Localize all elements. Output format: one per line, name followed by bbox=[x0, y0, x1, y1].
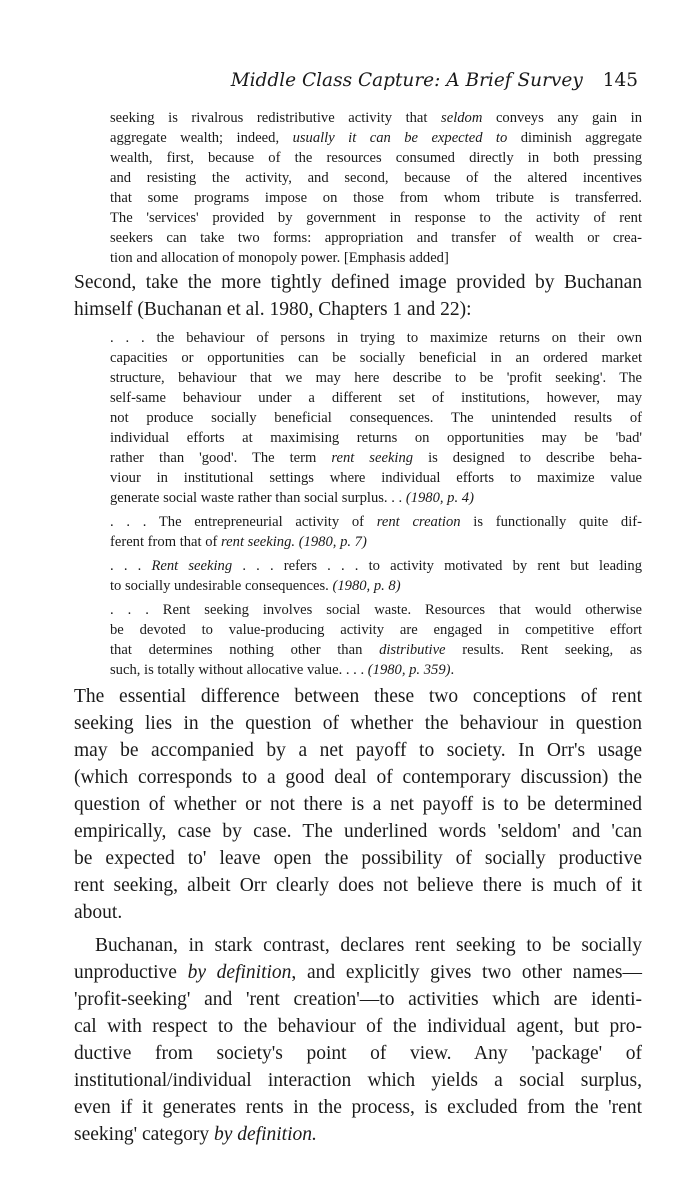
text-line: seeking' category by definition. bbox=[74, 1124, 317, 1145]
emphasis: usually it can be expected to bbox=[292, 130, 508, 146]
running-header bbox=[76, 68, 638, 94]
quote-line: be devoted to value-producing activity are engaged in competitive effort bbox=[110, 622, 642, 638]
emphasis: rent creation bbox=[376, 514, 461, 530]
quote-line: . . . Rent seeking . . . refers . . . to activity motivated by rent but leading bbox=[110, 558, 643, 574]
quote-line: seeking is rivalrous redistributive activity that seldom conveys any gain in bbox=[110, 110, 643, 126]
emphasis: Rent seeking bbox=[151, 558, 233, 574]
emphasis: by definition. bbox=[213, 1124, 317, 1145]
quote-line: rather than 'good'. The term rent seeking is designed to describe beha- bbox=[110, 450, 643, 466]
page-number: 145 bbox=[602, 70, 638, 91]
quote-line: The 'services' provided by government in response to the activity of rent bbox=[110, 210, 642, 226]
quote-line: viour in institutional settings where individual efforts to maximize value bbox=[110, 470, 642, 486]
quote-line: . . . The entrepreneurial activity of rent creation is functionally quite dif- bbox=[110, 514, 642, 530]
quote-line: not produce socially beneficial consequences. The unintended results of bbox=[110, 410, 642, 426]
text-line: institutional/individual interaction which yields a social surplus, bbox=[74, 1070, 642, 1091]
emphasis: seldom bbox=[441, 110, 483, 126]
text-line: question of whether or not there is a net payoff is to be determined bbox=[74, 794, 642, 815]
emphasis: (1980, p. 7) bbox=[298, 534, 367, 550]
text-line: cal with respect to the behaviour of the individual agent, but pro- bbox=[74, 1016, 642, 1037]
text-line: may be accompanied by a net payoff to society. In Orr's usage bbox=[74, 740, 642, 761]
running-title: Middle Class Capture: A Brief Survey bbox=[230, 70, 583, 91]
quote-line: and resisting the activity, and second, because of the altered incentives bbox=[110, 170, 642, 186]
emphasis: (1980, p. 4) bbox=[405, 490, 474, 506]
quote-line: . . . the behaviour of persons in trying to maximize returns on their own bbox=[110, 330, 642, 346]
text-line: Buchanan, in stark contrast, declares rent seeking to be socially bbox=[95, 935, 642, 956]
text-line: be expected to' leave open the possibility of socially productive bbox=[74, 848, 642, 869]
quote-line: structure, behaviour that we may here describe to be 'profit seeking'. The bbox=[110, 370, 642, 386]
emphasis: (1980, p. 8) bbox=[332, 578, 401, 594]
quote-line: wealth, first, because of the resources consumed directly in both pressing bbox=[110, 150, 642, 166]
text-line: The essential difference between these two conceptions of rent bbox=[74, 686, 642, 707]
quote-line: ferent from that of rent seeking. (1980, p. 7) bbox=[110, 534, 367, 550]
text-line: even if it generates rents in the process, is excluded from the 'rent bbox=[74, 1097, 642, 1118]
text-line: (which corresponds to a good deal of contemporary discussion) the bbox=[74, 767, 642, 788]
text-line: Second, take the more tightly defined image provided by Buchanan bbox=[74, 272, 642, 293]
quote-line: individual efforts at maximising returns on opportunities may be 'bad' bbox=[110, 430, 642, 446]
emphasis: distributive bbox=[379, 642, 446, 658]
text-line: rent seeking, albeit Orr clearly does not believe there is much of it bbox=[74, 875, 642, 896]
emphasis: rent seeking. bbox=[221, 534, 296, 550]
quote-line: tion and allocation of monopoly power. [Emphasis added] bbox=[110, 250, 449, 266]
emphasis: by definition bbox=[187, 962, 292, 983]
text-line: unproductive by definition, and explicitly gives two other names— bbox=[74, 962, 642, 983]
text-line: about. bbox=[74, 902, 123, 923]
quote-line: that determines nothing other than distributive results. Rent seeking, as bbox=[110, 642, 642, 658]
text-line: empirically, case by case. The underlined words 'seldom' and 'can bbox=[74, 821, 642, 842]
quote-line: self-same behaviour under a different set of institutions, however, may bbox=[110, 390, 642, 406]
text-line: 'profit-seeking' and 'rent creation'—to activities which are identi- bbox=[74, 989, 642, 1010]
quote-line: seekers can take two forms: appropriation and transfer of wealth or crea- bbox=[110, 230, 642, 246]
text-line: himself (Buchanan et al. 1980, Chapters 1 and 22): bbox=[74, 299, 472, 320]
emphasis: rent seeking bbox=[331, 450, 414, 466]
quote-line: to socially undesirable consequences. (1980, p. 8) bbox=[110, 578, 401, 594]
quote-line: such, is totally without allocative value. . . . (1980, p. 359). bbox=[110, 662, 455, 678]
quote-line: that some programs impose on those from whom tribute is transferred. bbox=[110, 190, 642, 206]
quote-line: . . . Rent seeking involves social waste. Resources that would otherwise bbox=[110, 602, 642, 618]
text-line: ductive from society's point of view. Any 'package' of bbox=[74, 1043, 642, 1064]
quote-line: aggregate wealth; indeed, usually it can be expected to diminish aggregate bbox=[110, 130, 642, 146]
emphasis: (1980, p. 359) bbox=[367, 662, 451, 678]
quote-line: capacities or opportunities can be socially beneficial in an ordered market bbox=[110, 350, 642, 366]
quote-line: generate social waste rather than social surplus. . . (1980, p. 4) bbox=[110, 490, 474, 506]
text-line: seeking lies in the question of whether the behaviour in question bbox=[74, 713, 642, 734]
